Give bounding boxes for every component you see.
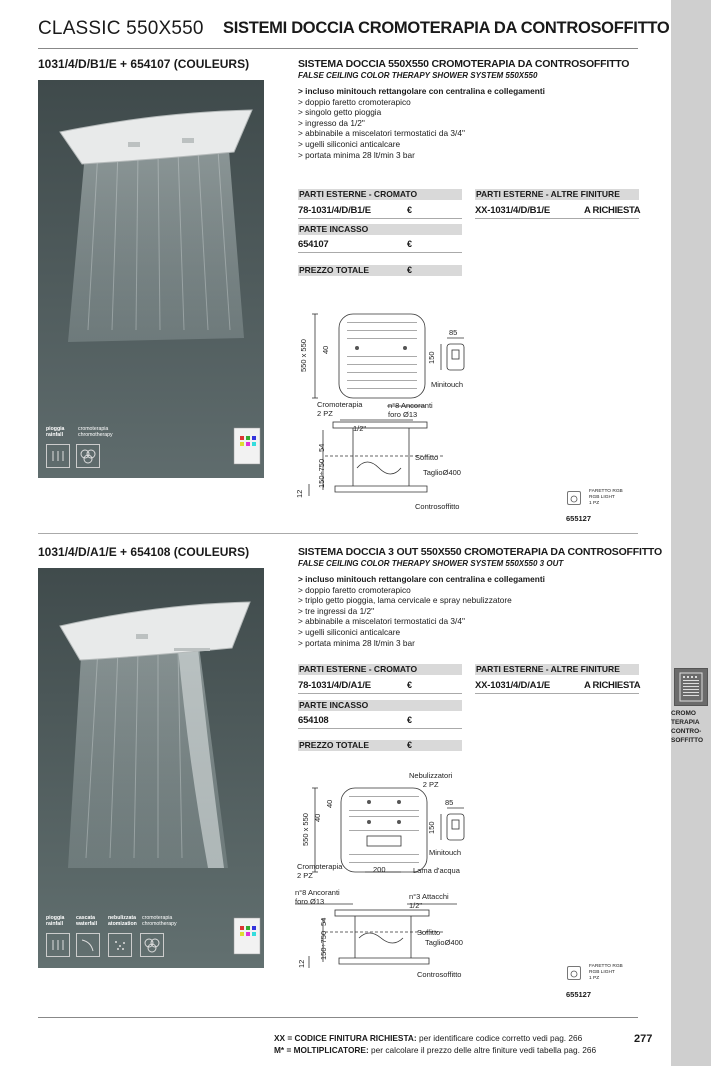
feature-item: > doppio faretto cromoterapico [298,96,411,107]
feature-item: > portata minima 28 lt/min 3 bar [298,637,415,648]
footer-note-multiplier: M* = MOLTIPLICATORE: per calcolare il prezzo delle altre finiture vedi tabella pag. 266 [274,1045,597,1055]
nebulizer-label: Nebulizzatori 2 PZ [409,771,453,789]
price-rule [298,252,462,253]
feature-item: > singolo getto pioggia [298,107,382,118]
cut-label: TaglioØ400 [425,938,463,947]
dimension-label: 150 [427,821,436,834]
feature-item: > ugelli siliconici anticalcare [298,138,401,149]
price-currency: € [407,205,413,215]
side-tab [671,0,711,1066]
accessory-description: FARETTO RGB RGB LIGHT 1 PZ [589,964,623,981]
anchors-label: n°8 Ancoranti foro Ø13 [295,888,340,906]
feature-item: > incluso minitouch rettangolare con centralina e collegamenti [298,574,545,584]
dimension-label: 550 x 550 [299,339,308,372]
sidebar-line: TERAPIA [671,719,700,726]
dimension-label: 54 [317,443,326,452]
feature-list [298,86,545,160]
minitouch-label: Minitouch [431,380,464,389]
rgb-light-icon [567,966,581,980]
price-currency: € [407,715,413,725]
ext-other-code: XX-1031/4/D/A1/E [475,680,550,691]
section-code-title: 1031/4/D/B1/E + 654107 (COULEURS) [38,57,250,71]
rgb-light-icon [567,491,581,505]
price-rule [475,218,639,219]
ext-other-value: A RICHIESTA [584,680,641,691]
icon-caption: pioggia rainfall [46,915,65,927]
minitouch-label: Minitouch [429,848,462,857]
product-title: SISTEMA DOCCIA 550X550 CROMOTERAPIA DA CONTROSOFFITTO [298,58,630,70]
total-price-header: PREZZO TOTALE [298,740,462,751]
cromo-label: Cromoterapia 2 PZ [317,400,363,418]
page-title: SISTEMI DOCCIA CROMOTERAPIA DA CONTROSOFFITTO [223,19,670,37]
feature-item: > abbinabile a miscelatori termostatici da 3/4" [298,616,465,627]
chromotherapy-icon [140,933,164,957]
ext-other-value: A RICHIESTA [584,205,641,216]
ceiling-label: Soffitto [415,453,439,462]
dimension-label: 12 [295,489,304,498]
section-code-title: 1031/4/D/A1/E + 654108 (COULEURS) [38,545,250,559]
cromo-label: Cromoterapia 2 PZ [297,862,343,880]
anchors-label: n°8 Ancoranti foro Ø13 [388,401,433,419]
price-currency: € [407,265,413,275]
sidebar-category-label [671,709,711,745]
built-in-code: 654108 [298,715,329,726]
feature-item: > ingresso da 1/2" [298,117,365,128]
section-thumbnail-icon [674,668,708,706]
price-rule [298,728,462,729]
dimension-label: 12 [297,959,306,968]
dimension-label: 40 [313,813,322,822]
header-divider [38,48,638,49]
accessory-code: 655127 [566,990,592,999]
icon-caption: cascata waterfall [76,915,98,927]
water-blade-label: Lama d'acqua [413,866,460,875]
price-currency: € [407,680,413,690]
footer-divider [38,1017,638,1018]
sidebar-line: SOFFITTO [671,737,704,744]
waterfall-icon [76,933,100,957]
ext-other-code: XX-1031/4/D/B1/E [475,205,550,216]
chromotherapy-icon [76,444,100,468]
cut-label: TaglioØ400 [423,468,461,477]
dimension-label: 40 [325,799,334,808]
product-subtitle: FALSE CEILING COLOR THERAPY SHOWER SYSTEM 550X550 [298,71,538,80]
ext-chrome-header: PARTI ESTERNE - CROMATO [298,664,462,675]
accessory-description: FARETTO RGB RGB LIGHT 1 PZ [589,489,623,506]
ext-chrome-code: 78-1031/4/D/A1/E [298,680,371,691]
accessory-code: 655127 [566,514,592,523]
dimension-label: 85 [445,798,454,807]
ceiling-label: Soffitto [417,928,441,937]
section-divider [38,533,638,534]
page-category: CLASSIC 550X550 [38,18,204,39]
icon-caption: cromoterapia chromotherapy [142,915,177,927]
total-price-header: PREZZO TOTALE [298,265,462,276]
price-currency: € [407,239,413,249]
ext-chrome-header: PARTI ESTERNE - CROMATO [298,189,462,200]
feature-item: > portata minima 28 lt/min 3 bar [298,149,415,160]
product-photo [38,80,264,478]
sidebar-line: CONTRO- [671,728,702,735]
price-currency: € [407,740,413,750]
product-title: SISTEMA DOCCIA 3 OUT 550X550 CROMOTERAPIA DA CONTROSOFFITTO [298,546,662,558]
price-rule [298,218,462,219]
price-rule [298,693,462,694]
rain-icon [46,444,70,468]
icon-caption: cromoterapia chromotherapy [78,426,113,438]
ext-chrome-code: 78-1031/4/D/B1/E [298,205,371,216]
built-in-code: 654107 [298,239,329,250]
page-number: 277 [634,1033,653,1045]
technical-drawing [295,772,485,984]
connections-label: n°3 Attacchi 1/2" [409,892,449,910]
product-photo [38,568,264,968]
dimension-label: 200 [373,865,386,874]
built-in-header: PARTE INCASSO [298,224,462,235]
feature-item: > tre ingressi da 1/2" [298,605,375,616]
footer-note-xx: XX = CODICE FINITURA RICHIESTA: per identificare codice corretto vedi pag. 266 [274,1033,583,1043]
built-in-header: PARTE INCASSO [298,700,462,711]
dimension-label: 550 x 550 [301,813,310,846]
feature-item: > incluso minitouch rettangolare con centralina e collegamenti [298,86,545,96]
rain-icon [46,933,70,957]
dimension-label: 40 [321,345,330,354]
dimension-label: 85 [449,328,458,337]
feature-item: > triplo getto pioggia, lama cervicale e spray nebulizzatore [298,595,512,606]
false-ceiling-label: Controsoffitto [417,970,462,979]
feature-item: > abbinabile a miscelatori termostatici da 3/4" [298,128,465,139]
price-rule [475,693,639,694]
product-subtitle: FALSE CEILING COLOR THERAPY SHOWER SYSTEM 550X550 3 OUT [298,559,564,568]
ext-other-header: PARTI ESTERNE - ALTRE FINITURE [475,189,639,200]
feature-item: > ugelli siliconici anticalcare [298,626,401,637]
dimension-label: 150÷750 [319,930,328,960]
inlet-label: 1/2" [353,424,367,433]
ext-other-header: PARTI ESTERNE - ALTRE FINITURE [475,664,639,675]
technical-drawing [295,300,485,515]
sidebar-line: CROMO [671,710,696,717]
dimension-label: 54 [319,917,328,926]
atomization-icon [108,933,132,957]
dimension-label: 150÷750 [317,458,326,488]
icon-caption: pioggia rainfall [46,426,65,438]
feature-list [298,574,545,648]
feature-item: > doppio faretto cromoterapico [298,584,411,595]
icon-caption: nebulizzata atomization [108,915,137,927]
false-ceiling-label: Controsoffitto [415,502,460,511]
dimension-label: 150 [427,351,436,364]
